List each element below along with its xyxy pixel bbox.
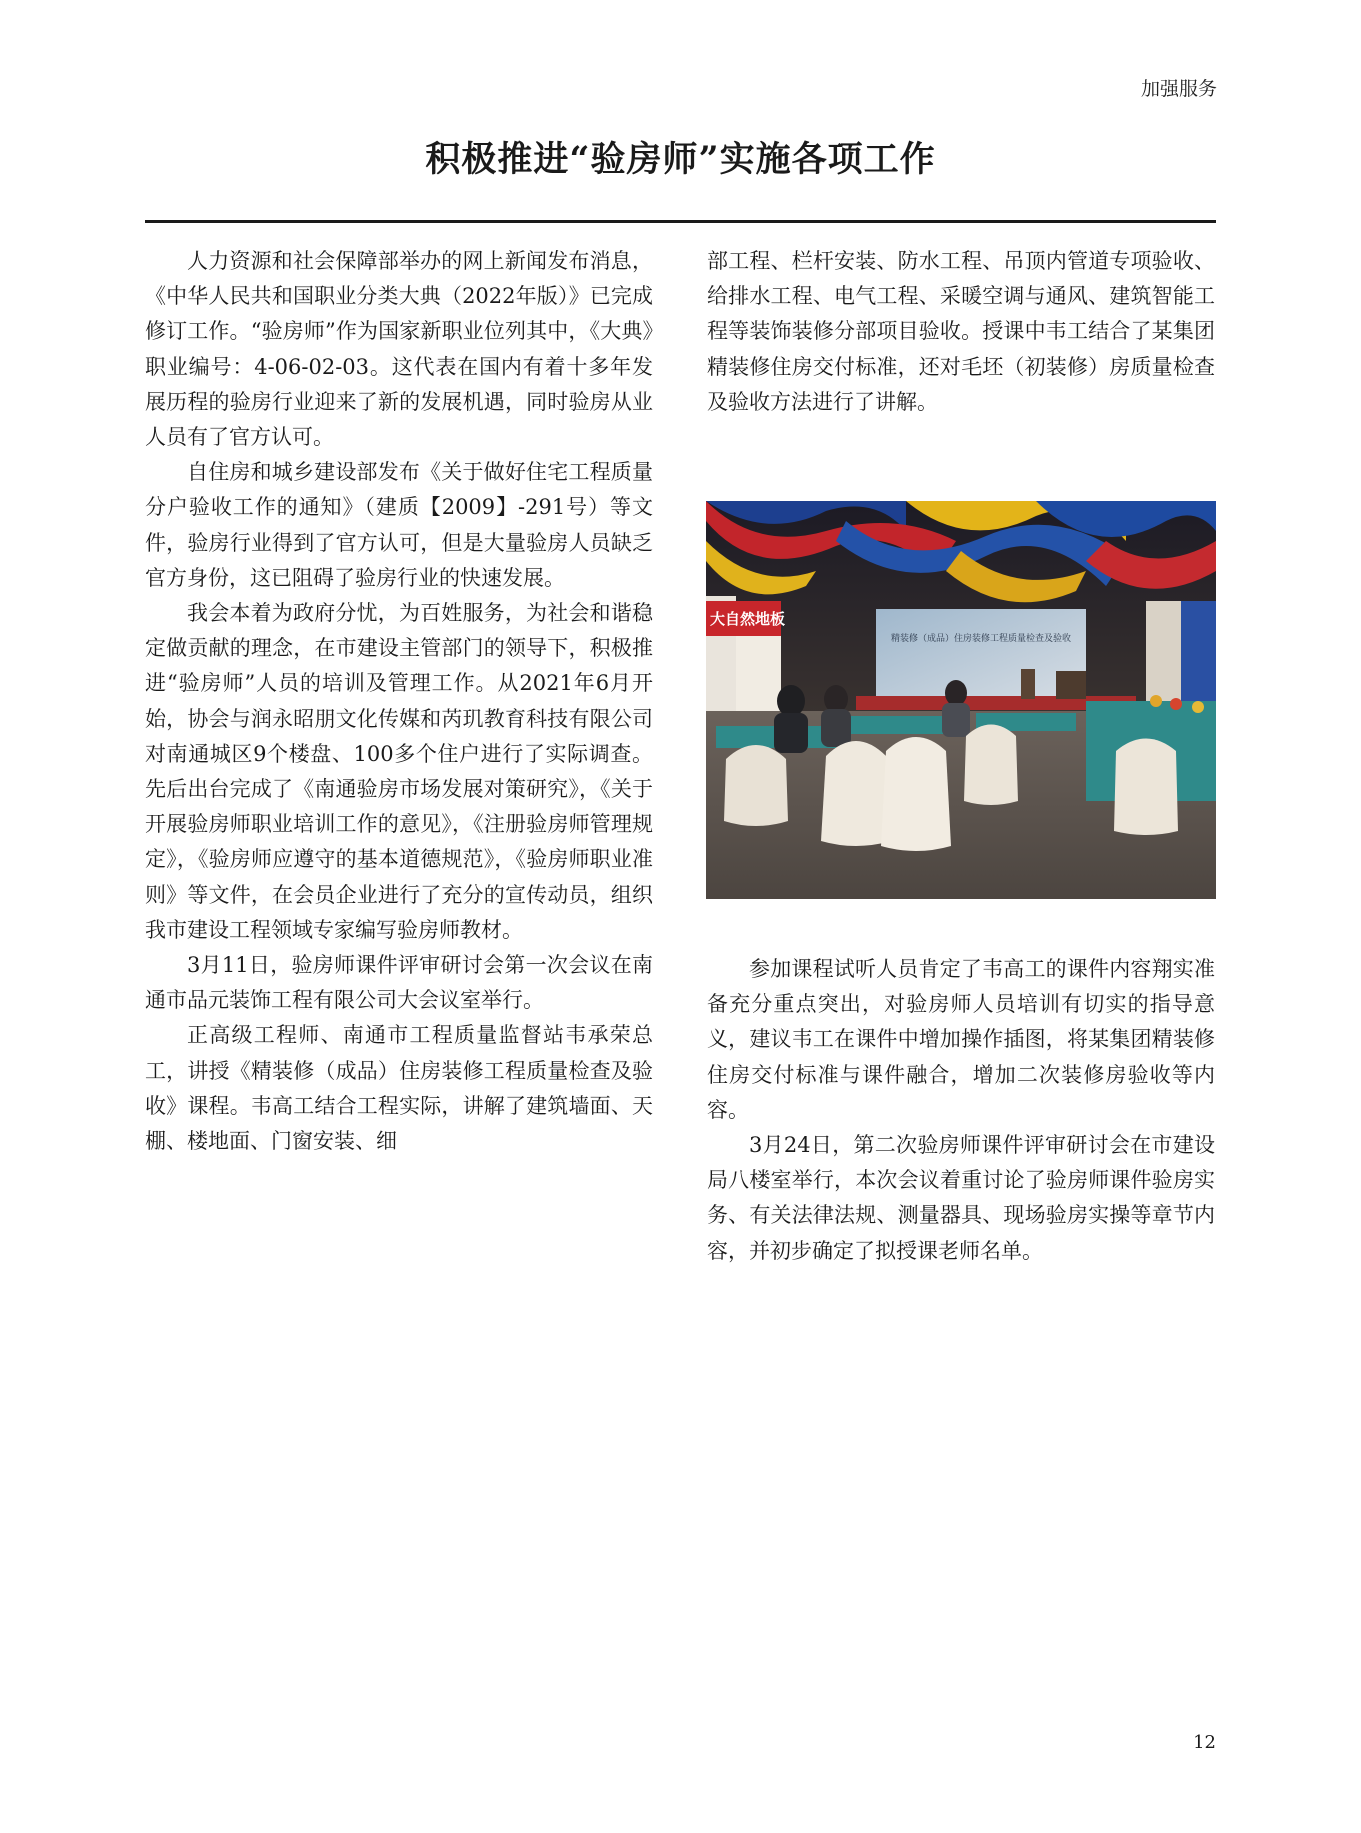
section-label: 加强服务 [1140,78,1217,100]
screen-text: 精装修（成品）住房装修工程质量检查及验收 [890,634,1072,644]
right-column-bottom [707,952,1215,1269]
banner-text: 大自然地板 [710,610,786,628]
title-divider [145,220,1216,223]
left-column [145,244,653,1159]
paragraph-continuation: 部工程、栏杆安装、防水工程、吊顶内管道专项验收、给排水工程、电气工程、采暖空调与通风、建筑智能工程等装饰装修分部项目验收。授课中韦工结合了某集团精装修住房交付标准，还对毛坯（初装修）房质量检查及验收方法进行了讲解。 [707,249,1215,414]
paragraph: 我会本着为政府分忧，为百姓服务，为社会和谐稳定做贡献的理念，在市建设主管部门的领导下，积极推进“验房师”人员的培训及管理工作。从2021年6月开始，协会与润永昭朋文化传媒和芮玑教育科技有限公司对南通城区9个楼盘、100多个住户进行了实际调查。先后出台完成了《南通验房市场发展对策研究》，《关于开展验房师职业培训工作的意见》，《注册验房师管理规定》，《验房师应遵守的基本道德规范》，《验房师职业准则》等文件，在会员企业进行了充分的宣传动员，组织我市建设工程领域专家编写验房师教材。 [145,601,653,942]
paragraph: 人力资源和社会保障部举办的网上新闻发布消息，《中华人民共和国职业分类大典（2022年版）》已完成修订工作。“验房师”作为国家新职业位列其中，《大典》职业编号：4-06-02-03。这代表在国内有着十多年发展历程的验房行业迎来了新的发展机遇，同时验房从业人员有了官方认可。 [145,249,653,450]
article-title: 积极推进“验房师”实施各项工作 [425,139,936,180]
right-column-top [707,244,1215,420]
meeting-photo [706,501,1216,899]
paragraph: 自住房和城乡建设部发布《关于做好住宅工程质量分户验收工作的通知》（建质【2009】-291号）等文件，验房行业得到了官方认可，但是大量验房人员缺乏官方身份，这已阻碍了验房行业的快速发展。 [145,460,653,590]
paragraph: 正高级工程师、南通市工程质量监督站韦承荣总工，讲授《精装修（成品）住房装修工程质量检查及验收》课程。韦高工结合工程实际，讲解了建筑墙面、天棚、楼地面、门窗安装、细 [145,1023,653,1154]
paragraph: 3月24日，第二次验房师课件评审研讨会在市建设局八楼室举行，本次会议着重讨论了验房师课件验房实务、有关法律法规、测量器具、现场验房实操等章节内容，并初步确定了拟授课老师名单。 [707,1133,1215,1263]
page-number: 12 [1193,1732,1216,1753]
paragraph: 3月11日，验房师课件评审研讨会第一次会议在南通市品元装饰工程有限公司大会议室举行。 [145,953,653,1013]
paragraph: 参加课程试听人员肯定了韦高工的课件内容翔实准备充分重点突出，对验房师人员培训有切实的指导意义，建议韦工在课件中增加操作插图，将某集团精装修住房交付标准与课件融合，增加二次装修房验收等内容。 [707,957,1215,1122]
